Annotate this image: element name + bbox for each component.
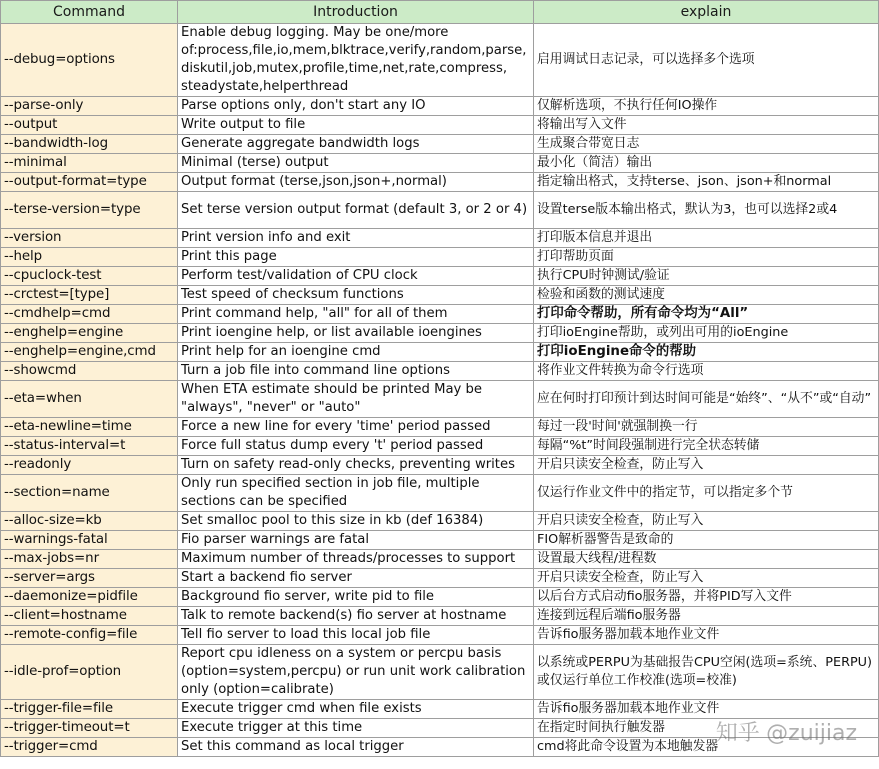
table-row (1, 229, 879, 248)
explain-cell: 以系统或PERPU为基础报告CPU空闲(选项=系统、PERPU)或仅运行单位工作校准(选项=校准) (534, 645, 879, 700)
explain-cell: 打印版本信息并退出 (534, 229, 879, 248)
command-cell: --trigger-timeout=t (1, 719, 178, 738)
table-row (1, 135, 879, 154)
explain-cell: 检验和函数的测试速度 (534, 286, 879, 305)
table-row (1, 286, 879, 305)
explain-cell: 以后台方式启动fio服务器，并将PID写入文件 (534, 588, 879, 607)
command-cell: --terse-version=type (1, 192, 178, 229)
command-cell: --readonly (1, 456, 178, 475)
introduction-cell: Turn a job file into command line options (178, 362, 534, 381)
introduction-cell: Start a backend fio server (178, 569, 534, 588)
table-row (1, 588, 879, 607)
introduction-cell: Parse options only, don't start any IO (178, 97, 534, 116)
command-cell: --warnings-fatal (1, 531, 178, 550)
explain-cell: 在指定时间执行触发器 (534, 719, 879, 738)
introduction-cell: Only run specified section in job file, multiple sections can be specified (178, 475, 534, 512)
table-row (1, 569, 879, 588)
command-cell: --version (1, 229, 178, 248)
explain-cell: 指定输出格式，支持terse、json、json+和normal (534, 173, 879, 192)
introduction-cell: Enable debug logging. May be one/more of:process,file,io,mem,blktrace,verify,random,parse, diskutil,job,mutex,profile,time,net,rate,compress, steadystate,helperthread (178, 24, 534, 97)
command-cell: --debug=options (1, 24, 178, 97)
table-row (1, 116, 879, 135)
command-cell: --status-interval=t (1, 437, 178, 456)
command-cell: --trigger-file=file (1, 700, 178, 719)
introduction-cell: Force a new line for every 'time' period passed (178, 418, 534, 437)
introduction-cell: Generate aggregate bandwidth logs (178, 135, 534, 154)
command-cell: --enghelp=engine (1, 324, 178, 343)
table-row (1, 248, 879, 267)
table-row (1, 738, 879, 757)
explain-cell: 打印命令帮助，所有命令均为“All” (534, 305, 879, 324)
introduction-cell: Print command help, "all" for all of them (178, 305, 534, 324)
explain-cell: 仅解析选项，不执行任何IO操作 (534, 97, 879, 116)
explain-cell: 启用调试日志记录，可以选择多个选项 (534, 24, 879, 97)
explain-cell: 开启只读安全检查，防止写入 (534, 569, 879, 588)
command-cell: --server=args (1, 569, 178, 588)
introduction-cell: Background fio server, write pid to file (178, 588, 534, 607)
explain-cell: 设置最大线程/进程数 (534, 550, 879, 569)
table-row (1, 475, 879, 512)
command-cell: --remote-config=file (1, 626, 178, 645)
command-cell: --crctest=[type] (1, 286, 178, 305)
introduction-cell: Print ioengine help, or list available ioengines (178, 324, 534, 343)
explain-cell: 每过一段'时间'就强制换一行 (534, 418, 879, 437)
table-row (1, 437, 879, 456)
command-cell: --enghelp=engine,cmd (1, 343, 178, 362)
introduction-cell: Write output to file (178, 116, 534, 135)
explain-cell: 打印ioEngine帮助，或列出可用的ioEngine (534, 324, 879, 343)
introduction-cell: Force full status dump every 't' period passed (178, 437, 534, 456)
table-row (1, 626, 879, 645)
explain-cell: 告诉fio服务器加载本地作业文件 (534, 700, 879, 719)
explain-cell: 执行CPU时钟测试/验证 (534, 267, 879, 286)
table-row (1, 719, 879, 738)
command-cell: --output-format=type (1, 173, 178, 192)
explain-cell: 设置terse版本输出格式，默认为3，也可以选择2或4 (534, 192, 879, 229)
explain-cell: FIO解析器警告是致命的 (534, 531, 879, 550)
explain-cell: 连接到远程后端fio服务器 (534, 607, 879, 626)
introduction-cell: When ETA estimate should be printed May be "always", "never" or "auto" (178, 381, 534, 418)
introduction-cell: Perform test/validation of CPU clock (178, 267, 534, 286)
introduction-cell: Minimal (terse) output (178, 154, 534, 173)
introduction-cell: Talk to remote backend(s) fio server at hostname (178, 607, 534, 626)
table-row (1, 531, 879, 550)
introduction-cell: Execute trigger at this time (178, 719, 534, 738)
table-row (1, 305, 879, 324)
table-row (1, 154, 879, 173)
table-row (1, 192, 879, 229)
introduction-cell: Set smalloc pool to this size in kb (def 16384) (178, 512, 534, 531)
table-row (1, 173, 879, 192)
explain-cell: 打印ioEngine命令的帮助 (534, 343, 879, 362)
introduction-cell: Turn on safety read-only checks, preventing writes (178, 456, 534, 475)
introduction-cell: Print help for an ioengine cmd (178, 343, 534, 362)
explain-cell: 最小化（简洁）输出 (534, 154, 879, 173)
explain-cell: 打印帮助页面 (534, 248, 879, 267)
explain-cell: 告诉fio服务器加载本地作业文件 (534, 626, 879, 645)
table-row (1, 24, 879, 97)
command-cell: --help (1, 248, 178, 267)
command-cell: --parse-only (1, 97, 178, 116)
table-row (1, 324, 879, 343)
explain-cell: 生成聚合带宽日志 (534, 135, 879, 154)
explain-cell: 将输出写入文件 (534, 116, 879, 135)
table-row (1, 418, 879, 437)
command-cell: --max-jobs=nr (1, 550, 178, 569)
introduction-cell: Fio parser warnings are fatal (178, 531, 534, 550)
introduction-cell: Tell fio server to load this local job file (178, 626, 534, 645)
table-row (1, 550, 879, 569)
table-row (1, 343, 879, 362)
table-row (1, 362, 879, 381)
command-cell: --daemonize=pidfile (1, 588, 178, 607)
watermark-handle: @zuijiaz (766, 721, 857, 746)
table-row (1, 607, 879, 626)
explain-cell: 开启只读安全检查，防止写入 (534, 512, 879, 531)
command-cell: --trigger=cmd (1, 738, 178, 757)
explain-cell: 仅运行作业文件中的指定节，可以指定多个节 (534, 475, 879, 512)
command-cell: --cmdhelp=cmd (1, 305, 178, 324)
command-cell: --output (1, 116, 178, 135)
explain-cell: 每隔“%t”时间段强制进行完全状态转储 (534, 437, 879, 456)
command-cell: --alloc-size=kb (1, 512, 178, 531)
header-explain: explain (534, 1, 879, 24)
introduction-cell: Set terse version output format (default 3, or 2 or 4) (178, 192, 534, 229)
table-row (1, 267, 879, 286)
header-row (1, 1, 879, 24)
command-cell: --showcmd (1, 362, 178, 381)
table-row (1, 645, 879, 700)
explain-cell: 应在何时打印预计到达时间可能是“始终”、“从不”或“自动” (534, 381, 879, 418)
introduction-cell: Print this page (178, 248, 534, 267)
command-cell: --eta=when (1, 381, 178, 418)
command-cell: --cpuclock-test (1, 267, 178, 286)
introduction-cell: Test speed of checksum functions (178, 286, 534, 305)
header-introduction: Introduction (178, 1, 534, 24)
table-row (1, 456, 879, 475)
command-cell: --bandwidth-log (1, 135, 178, 154)
explain-cell: 将作业文件转换为命令行选项 (534, 362, 879, 381)
command-cell: --idle-prof=option (1, 645, 178, 700)
command-cell: --client=hostname (1, 607, 178, 626)
explain-cell: 开启只读安全检查，防止写入 (534, 456, 879, 475)
introduction-cell: Set this command as local trigger (178, 738, 534, 757)
explain-cell: cmd将此命令设置为本地触发器 (534, 738, 879, 757)
introduction-cell: Execute trigger cmd when file exists (178, 700, 534, 719)
header-command: Command (1, 1, 178, 24)
introduction-cell: Print version info and exit (178, 229, 534, 248)
command-cell: --section=name (1, 475, 178, 512)
table-row (1, 97, 879, 116)
introduction-cell: Maximum number of threads/processes to support (178, 550, 534, 569)
table-row (1, 381, 879, 418)
introduction-cell: Report cpu idleness on a system or percpu basis (option=system,percpu) or run unit work calibration only (option=calibrate) (178, 645, 534, 700)
command-cell: --eta-newline=time (1, 418, 178, 437)
introduction-cell: Output format (terse,json,json+,normal) (178, 173, 534, 192)
command-cell: --minimal (1, 154, 178, 173)
table-row (1, 512, 879, 531)
watermark-brand: 知乎 (715, 721, 760, 746)
table-row (1, 700, 879, 719)
